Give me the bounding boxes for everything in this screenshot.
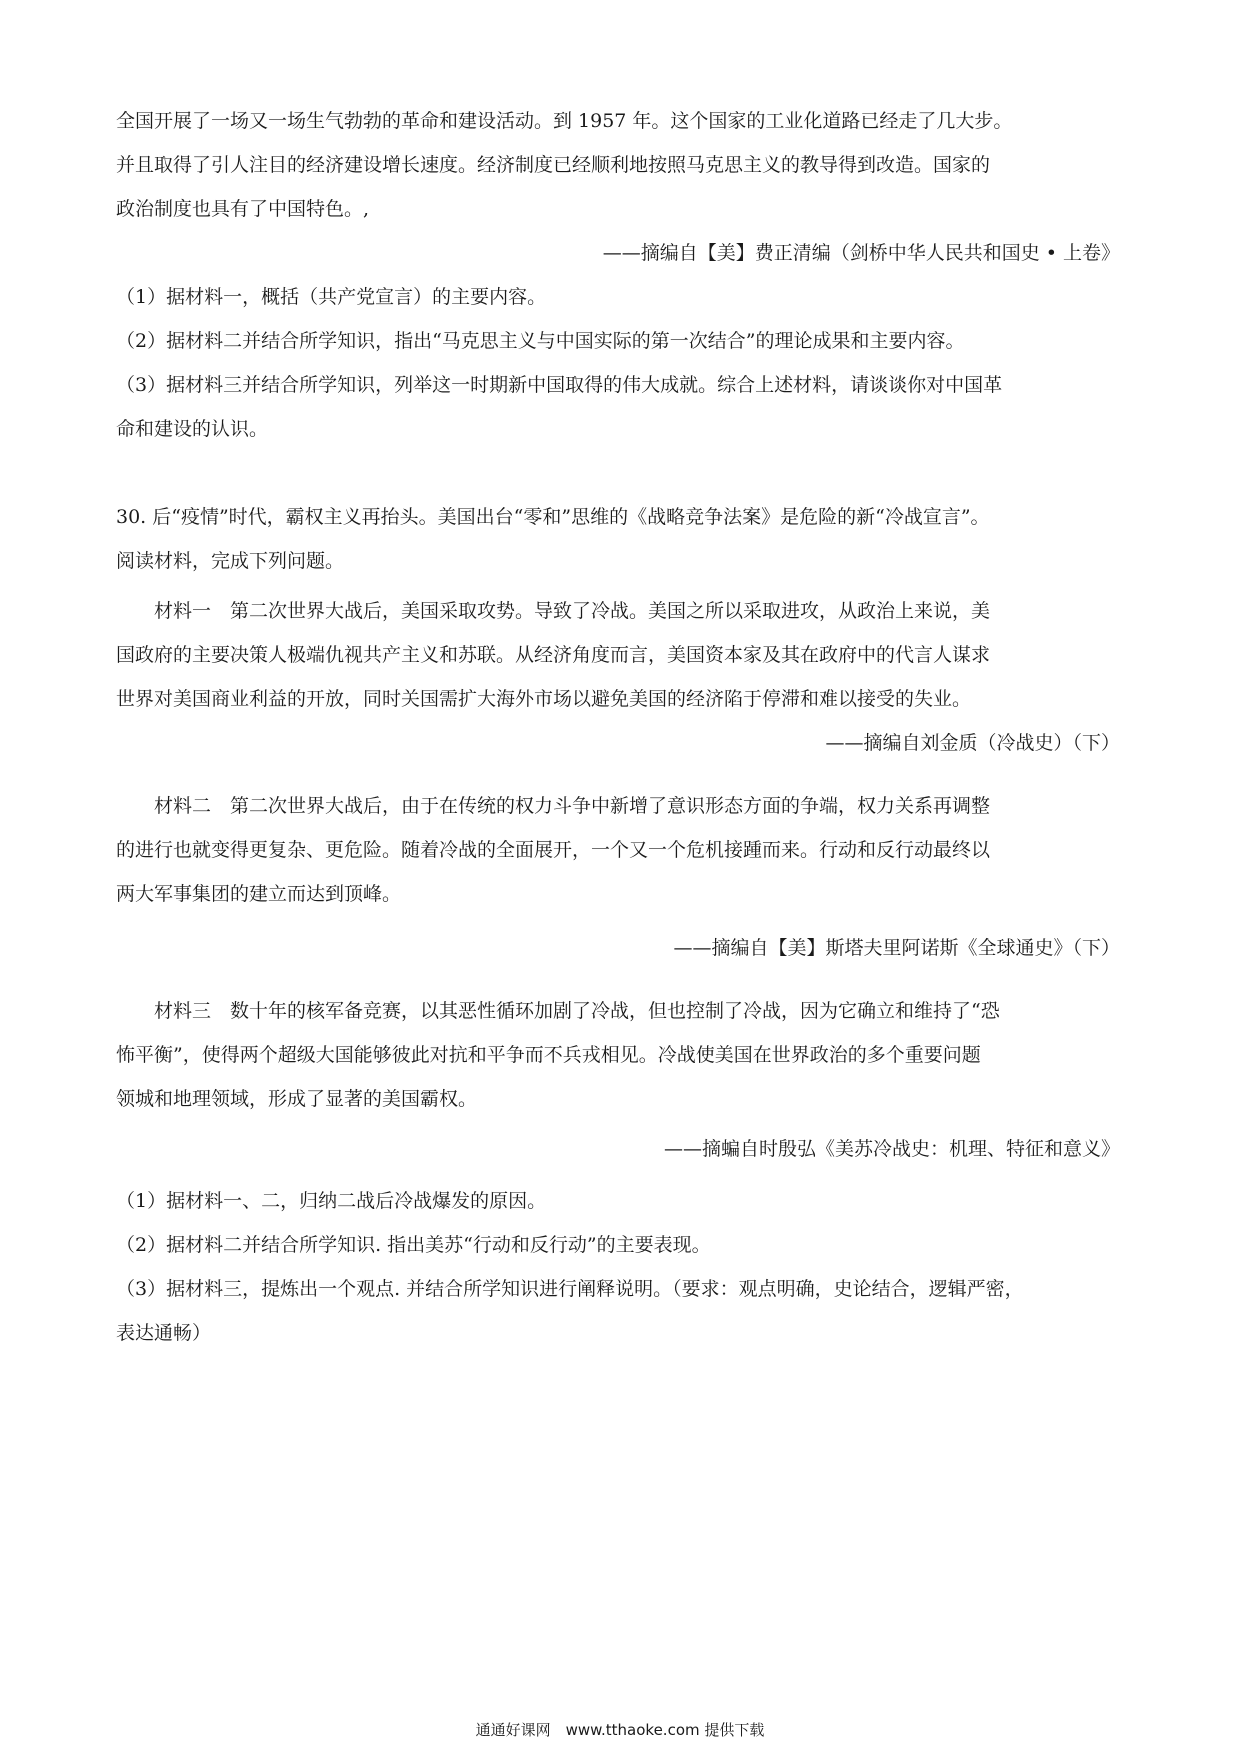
material-1 <box>116 589 1126 765</box>
intro-line: 政治制度也具有了中国特色。, <box>116 198 370 220</box>
material-line: 世界对美国商业利益的开放，同时关国需扩大海外市场以避免美国的经济陷于停滞和难以接受的失业。 <box>116 688 972 710</box>
q30-stem <box>116 495 1126 583</box>
material-line: 领城和地理领域，形成了显著的美国霸权。 <box>116 1088 478 1110</box>
material-source: ——摘编自【美】斯塔夫里阿诺斯《全球通史》（下） <box>673 937 1120 959</box>
question-item: 命和建设的认识。 <box>116 418 269 440</box>
material-line: 两大军事集团的建立而达到顶峰。 <box>116 883 402 905</box>
material-line: 材料二 第二次世界大战后，由于在传统的权力斗争中新增了意识形态方面的争端，权力关系再调整 <box>154 795 991 817</box>
material-line: 材料一 第二次世界大战后，美国采取攻势。导致了冷战。美国之所以采取进攻，从政治上来说，美 <box>154 600 991 622</box>
material-line: 材料三 数十年的核军备竞赛，以其恶性循环加剧了冷战，但也控制了冷战，因为它确立和维持了“恐 <box>154 1000 1000 1022</box>
material-line: 怖平衡”，使得两个超级大国能够彼此对抗和平争而不兵戎相见。冷战使美国在世界政治的多个重要问题 <box>116 1044 981 1066</box>
question-item: （2）据材料二并结合所学知识. 指出美苏“行动和反行动”的主要表现。 <box>116 1234 711 1256</box>
q29-questions <box>116 275 1126 451</box>
intro-line: 并且取得了引人注目的经济建设增长速度。经济制度已经顺利地按照马克思主义的教导得到改造。国家的 <box>116 154 991 176</box>
question-item: 表达通畅） <box>116 1322 212 1344</box>
question-item: （1）据材料一，概括（共产党宣言）的主要内容。 <box>116 286 547 308</box>
material-source: ——摘蝙自时殷弘《美苏冷战史：机理、特征和意义》 <box>663 1138 1120 1160</box>
question-item: （3）据材料三并结合所学知识，列举这一时期新中国取得的伟大成就。综合上述材料，请谈谈你对中国革 <box>116 374 1003 396</box>
material-source: ——摘编自刘金质（冷战史）（下） <box>825 732 1120 754</box>
material-3 <box>116 989 1126 1171</box>
material-2 <box>116 784 1126 970</box>
intro-line: 全国开展了一场又一场生气勃勃的革命和建设活动。到 1957 年。这个国家的工业化道路已经走了几大步。 <box>116 110 1013 132</box>
intro-source: ——摘编自【美】费正清编（剑桥中华人民共和国史 • 上卷》 <box>602 242 1120 264</box>
material-line: 的进行也就变得更复杂、更危险。随着冷战的全面展开，一个又一个危机接踵而来。行动和反行动最终以 <box>116 839 991 861</box>
q30-questions <box>116 1179 1126 1355</box>
intro-passage <box>116 99 1126 275</box>
question-item: （3）据材料三，提炼出一个观点. 并结合所学知识进行阐释说明。（要求：观点明确，史论结合，逻辑严密， <box>116 1278 1024 1300</box>
material-line: 国政府的主要决策人极端仇视共产主义和苏联。从经济角度而言，美国资本家及其在政府中的代言人谋求 <box>116 644 991 666</box>
q30-stem-line: 阅读材料，完成下列问题。 <box>116 550 345 572</box>
page-footer: 通通好课网 www.tthaoke.com 提供下载 <box>475 1721 765 1739</box>
q30-stem-line: 30. 后“疫情”时代，霸权主义再抬头。美国出台“零和”思维的《战略竞争法案》是危险的新“冷战宣言”。 <box>116 506 990 528</box>
question-item: （2）据材料二并结合所学知识，指出“马克思主义与中国实际的第一次结合”的理论成果和主要内容。 <box>116 330 965 352</box>
question-item: （1）据材料一、二，归纳二战后冷战爆发的原因。 <box>116 1190 547 1212</box>
